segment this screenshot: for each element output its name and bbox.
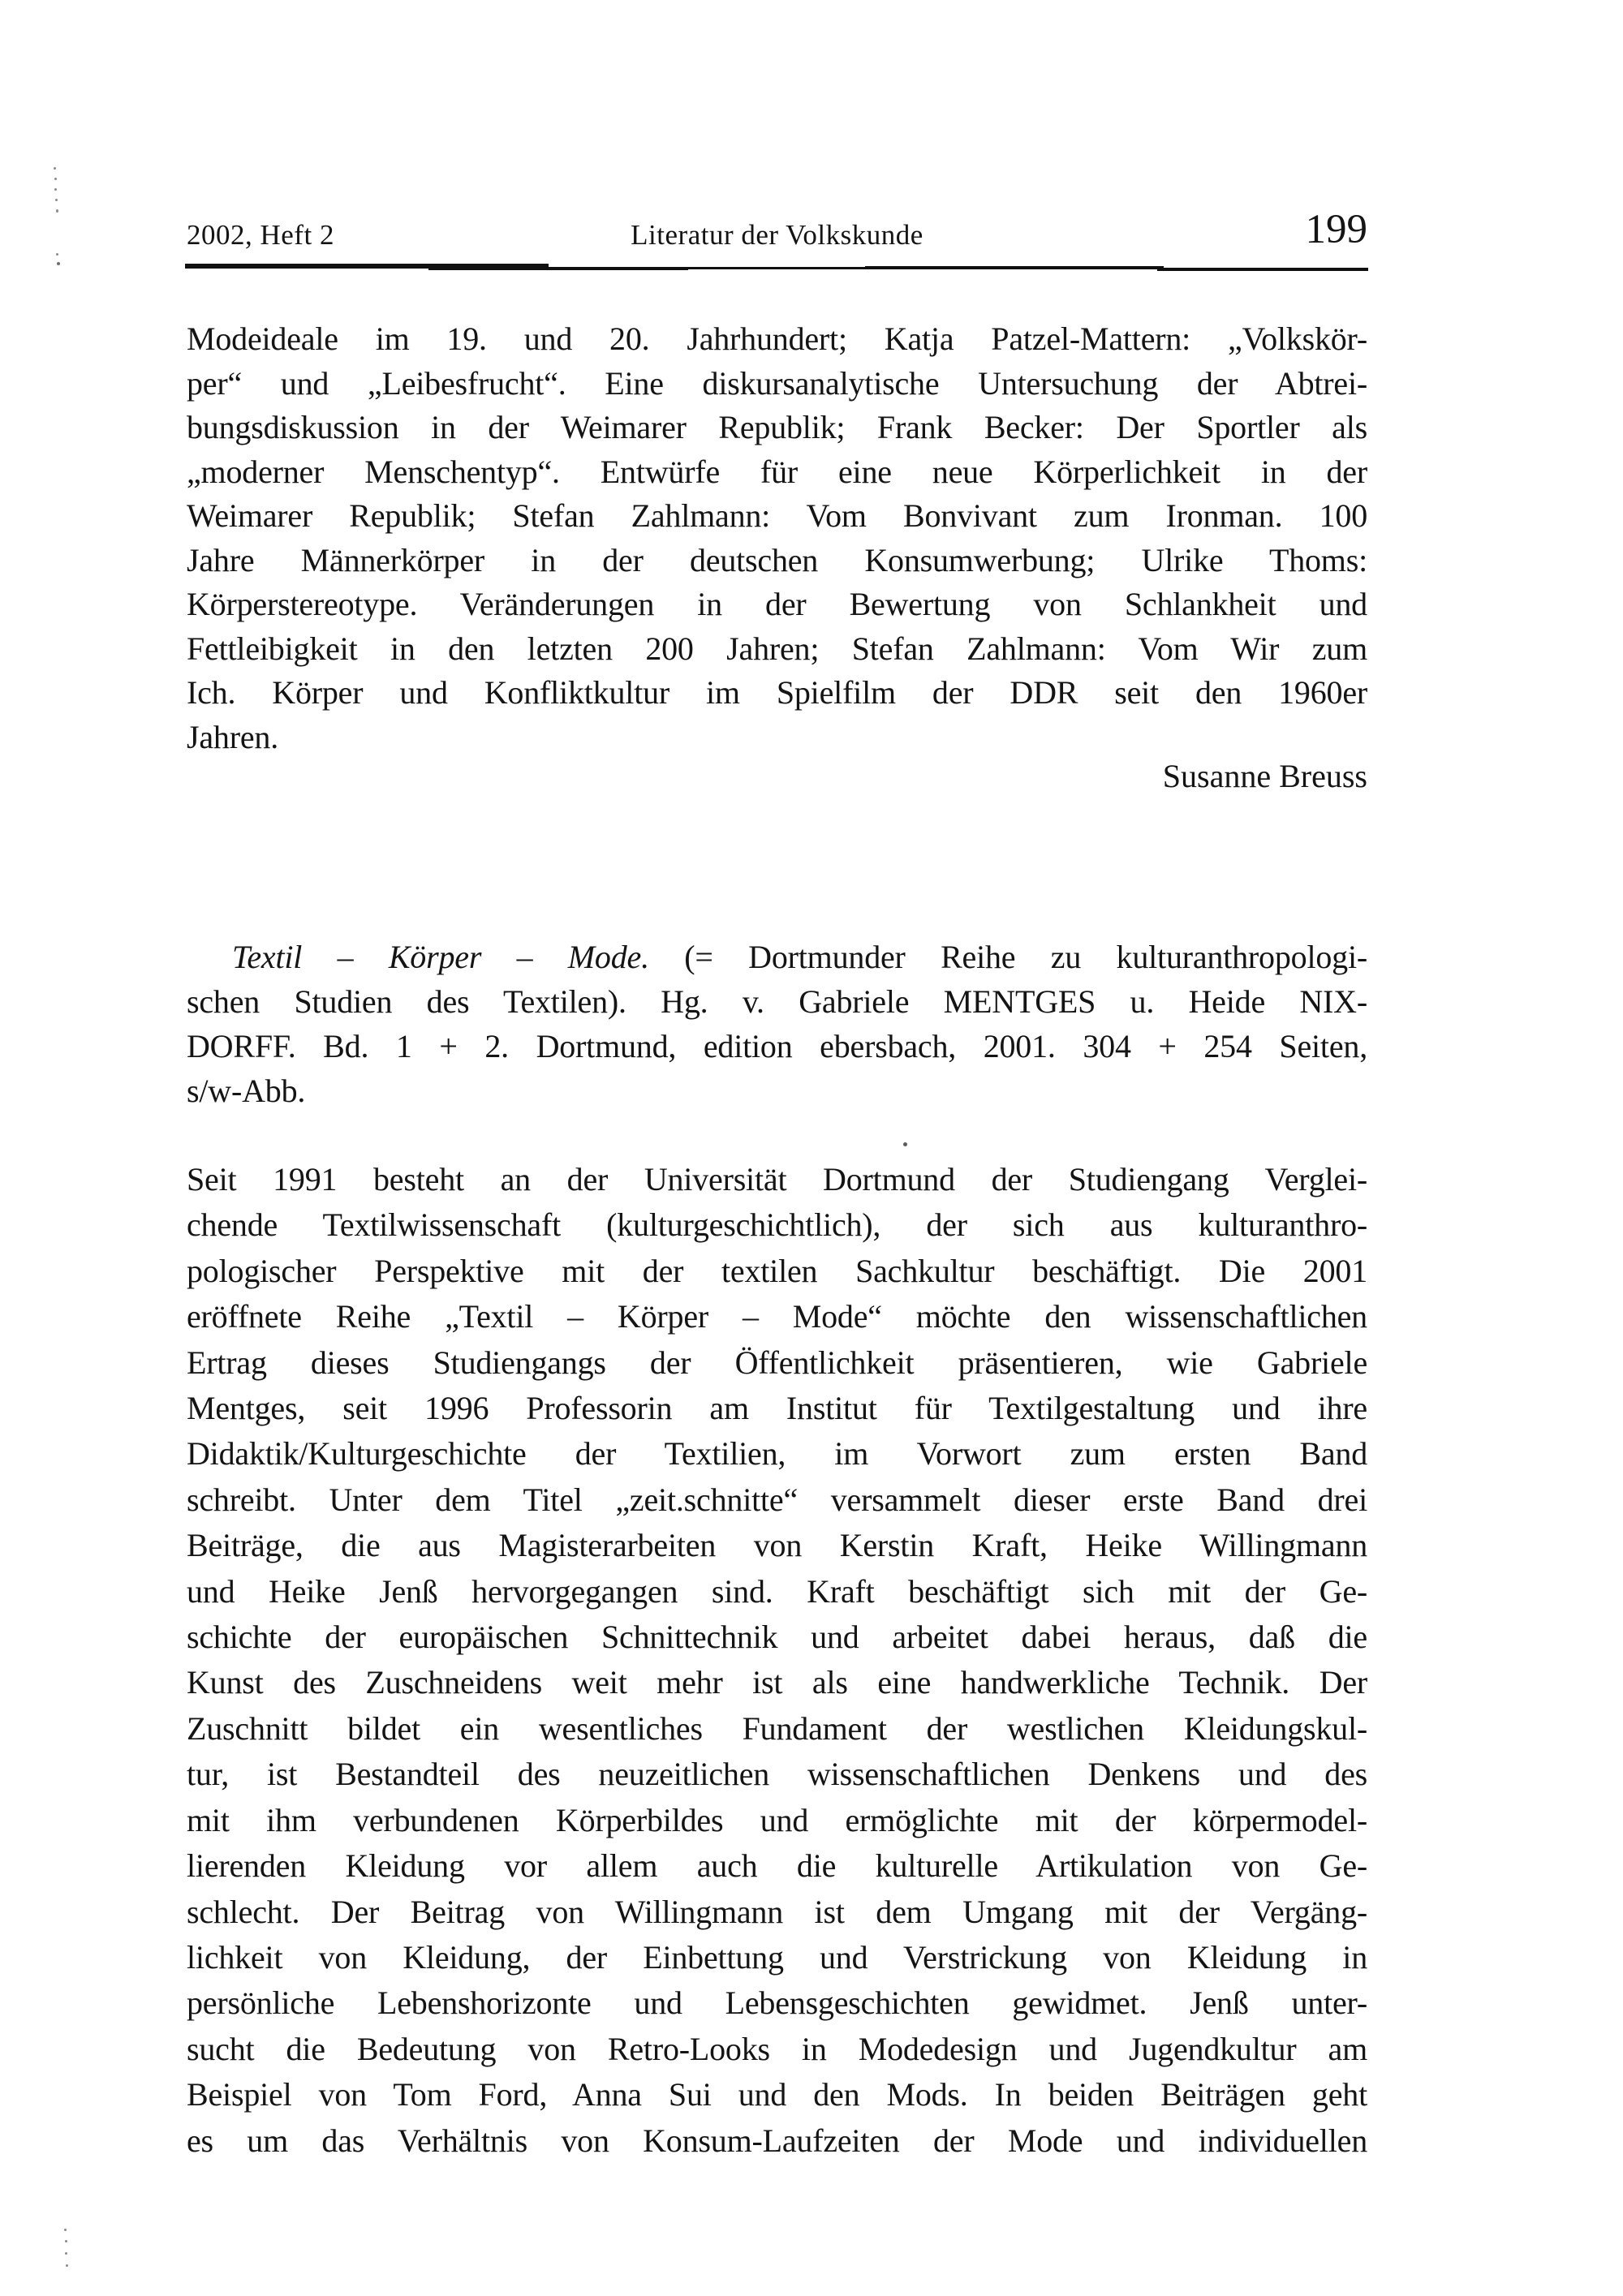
- scan-artifact-dot: [55, 199, 58, 201]
- text-line: und Heike Jenß hervorgegangen sind. Kraft beschäftigt sich mit der Ge-: [187, 1572, 1367, 1610]
- journal-title: Literatur der Volkskunde: [631, 219, 923, 251]
- book-title-italic: Textil – Körper – Mode.: [232, 939, 649, 975]
- book-citation: [187, 935, 1367, 1113]
- text-line: schichte der europäischen Schnittechnik und arbeitet dabei heraus, daß die: [187, 1619, 1367, 1656]
- text-line: eröffnete Reihe „Textil – Körper – Mode“ möchte den wissenschaftlichen: [187, 1298, 1367, 1335]
- text-line: lierenden Kleidung vor allem auch die kulturelle Artikulation von Ge-: [187, 1847, 1367, 1885]
- reviewer-signature: Susanne Breuss: [1162, 758, 1367, 794]
- text-line: Beiträge, die aus Magisterarbeiten von Kerstin Kraft, Heike Willingmann: [187, 1527, 1367, 1564]
- text-line: es um das Verhältnis von Konsum-Laufzeiten der Mode und individuellen: [187, 2122, 1367, 2159]
- text-line: Zuschnitt bildet ein wesentliches Fundament der westlichen Kleidungskul-: [187, 1709, 1367, 1747]
- text-line: Jahre Männerkörper in der deutschen Konsumwerbung; Ulrike Thoms:: [187, 541, 1367, 578]
- text-line: persönliche Lebenshorizonte und Lebensgeschichten gewidmet. Jenß unter-: [187, 1984, 1367, 2022]
- scan-artifact-dot: [56, 253, 58, 256]
- text-line: pologischer Perspektive mit der textilen Sachkultur beschäftigt. Die 2001: [187, 1252, 1367, 1289]
- text-line: Mentges, seit 1996 Professorin am Institut für Textilgestaltung und ihre: [187, 1390, 1367, 1427]
- scan-artifact-dot: [66, 2264, 68, 2267]
- text-line: Körperstereotype. Veränderungen in der Bewertung von Schlankheit und: [187, 586, 1367, 622]
- text-line: Kunst des Zuschneidens weit mehr ist als eine handwerkliche Technik. Der: [187, 1664, 1367, 1701]
- scan-artifact-dot: [56, 209, 58, 213]
- scan-artifact-dot: [54, 167, 56, 170]
- scan-artifact-dot: [903, 1142, 907, 1146]
- text-line: Ich. Körper und Konfliktkultur im Spielfilm der DDR seit den 1960er: [187, 674, 1367, 711]
- text-line: Didaktik/Kulturgeschichte der Textilien, im Vorwort zum ersten Band: [187, 1435, 1367, 1473]
- text-line: s/w-Abb.: [187, 1073, 306, 1109]
- review-body-paragraph: [187, 1157, 1367, 2164]
- review-continuation-paragraph: [187, 317, 1367, 759]
- text-line: Ertrag dieses Studiengangs der Öffentlichkeit präsentieren, wie Gabriele: [187, 1344, 1367, 1381]
- text-line: Modeideale im 19. und 20. Jahrhundert; Katja Patzel-Mattern: „Volkskör-: [187, 320, 1367, 357]
- text-line: mit ihm verbundenen Körperbildes und ermöglichte mit der körpermodel-: [187, 1801, 1367, 1838]
- text-line: bungsdiskussion in der Weimarer Republik; Frank Becker: Der Sportler als: [187, 409, 1367, 445]
- running-head: [187, 209, 1367, 258]
- text-line: „moderner Menschentyp“. Entwürfe für eine neue Körperlichkeit in der: [187, 453, 1367, 490]
- text-line: Weimarer Republik; Stefan Zahlmann: Vom Bonvivant zum Ironman. 100: [187, 497, 1367, 534]
- header-rule-segment: [865, 266, 1164, 269]
- scan-artifact-dot: [54, 178, 57, 180]
- scan-artifact-dot: [57, 262, 60, 265]
- text-line: per“ und „Leibesfrucht“. Eine diskursanalytische Untersuchung der Abtrei-: [187, 364, 1367, 402]
- citation-series-text: (= Dortmunder Reihe zu kulturanthropologi-: [648, 939, 1368, 975]
- scan-artifact-dot: [65, 2240, 67, 2242]
- scan-artifact-dot: [54, 188, 57, 191]
- text-line: Beispiel von Tom Ford, Anna Sui und den Mods. In beiden Beiträgen geht: [187, 2076, 1367, 2113]
- text-line: schreibt. Unter dem Titel „zeit.schnitte“ versammelt dieser erste Band drei: [187, 1481, 1367, 1518]
- text-line: Jahren.: [187, 718, 278, 755]
- text-line: schen Studien des Textilen). Hg. v. Gabriele MENTGES u. Heide NIX-: [187, 983, 1367, 1020]
- scan-artifact-dot: [65, 2252, 67, 2255]
- issue-label: 2002, Heft 2: [187, 219, 334, 251]
- text-line: schlecht. Der Beitrag von Willingmann ist dem Umgang mit der Vergäng-: [187, 1893, 1367, 1930]
- text-line: DORFF. Bd. 1 + 2. Dortmund, edition ebersbach, 2001. 304 + 254 Seiten,: [187, 1028, 1367, 1064]
- text-line: [187, 935, 1367, 979]
- text-line: tur, ist Bestandteil des neuzeitlichen wissenschaftlichen Denkens und des: [187, 1756, 1367, 1793]
- header-rule: [185, 264, 1368, 272]
- text-line: Fettleibigkeit in den letzten 200 Jahren; Stefan Zahlmann: Vom Wir zum: [187, 630, 1367, 667]
- text-line: lichkeit von Kleidung, der Einbettung und Verstrickung von Kleidung in: [187, 1938, 1367, 1976]
- text-line: Seit 1991 besteht an der Universität Dortmund der Studiengang Verglei-: [187, 1161, 1367, 1197]
- page-number: 199: [1305, 207, 1367, 252]
- scan-artifact-dot: [64, 2229, 67, 2231]
- text-line: chende Textilwissenschaft (kulturgeschichtlich), der sich aus kulturanthro-: [187, 1206, 1367, 1244]
- header-rule-segment: [428, 268, 688, 270]
- header-rule-segment: [1157, 268, 1368, 271]
- text-line: sucht die Bedeutung von Retro-Looks in Modedesign und Jugendkultur am: [187, 2030, 1367, 2067]
